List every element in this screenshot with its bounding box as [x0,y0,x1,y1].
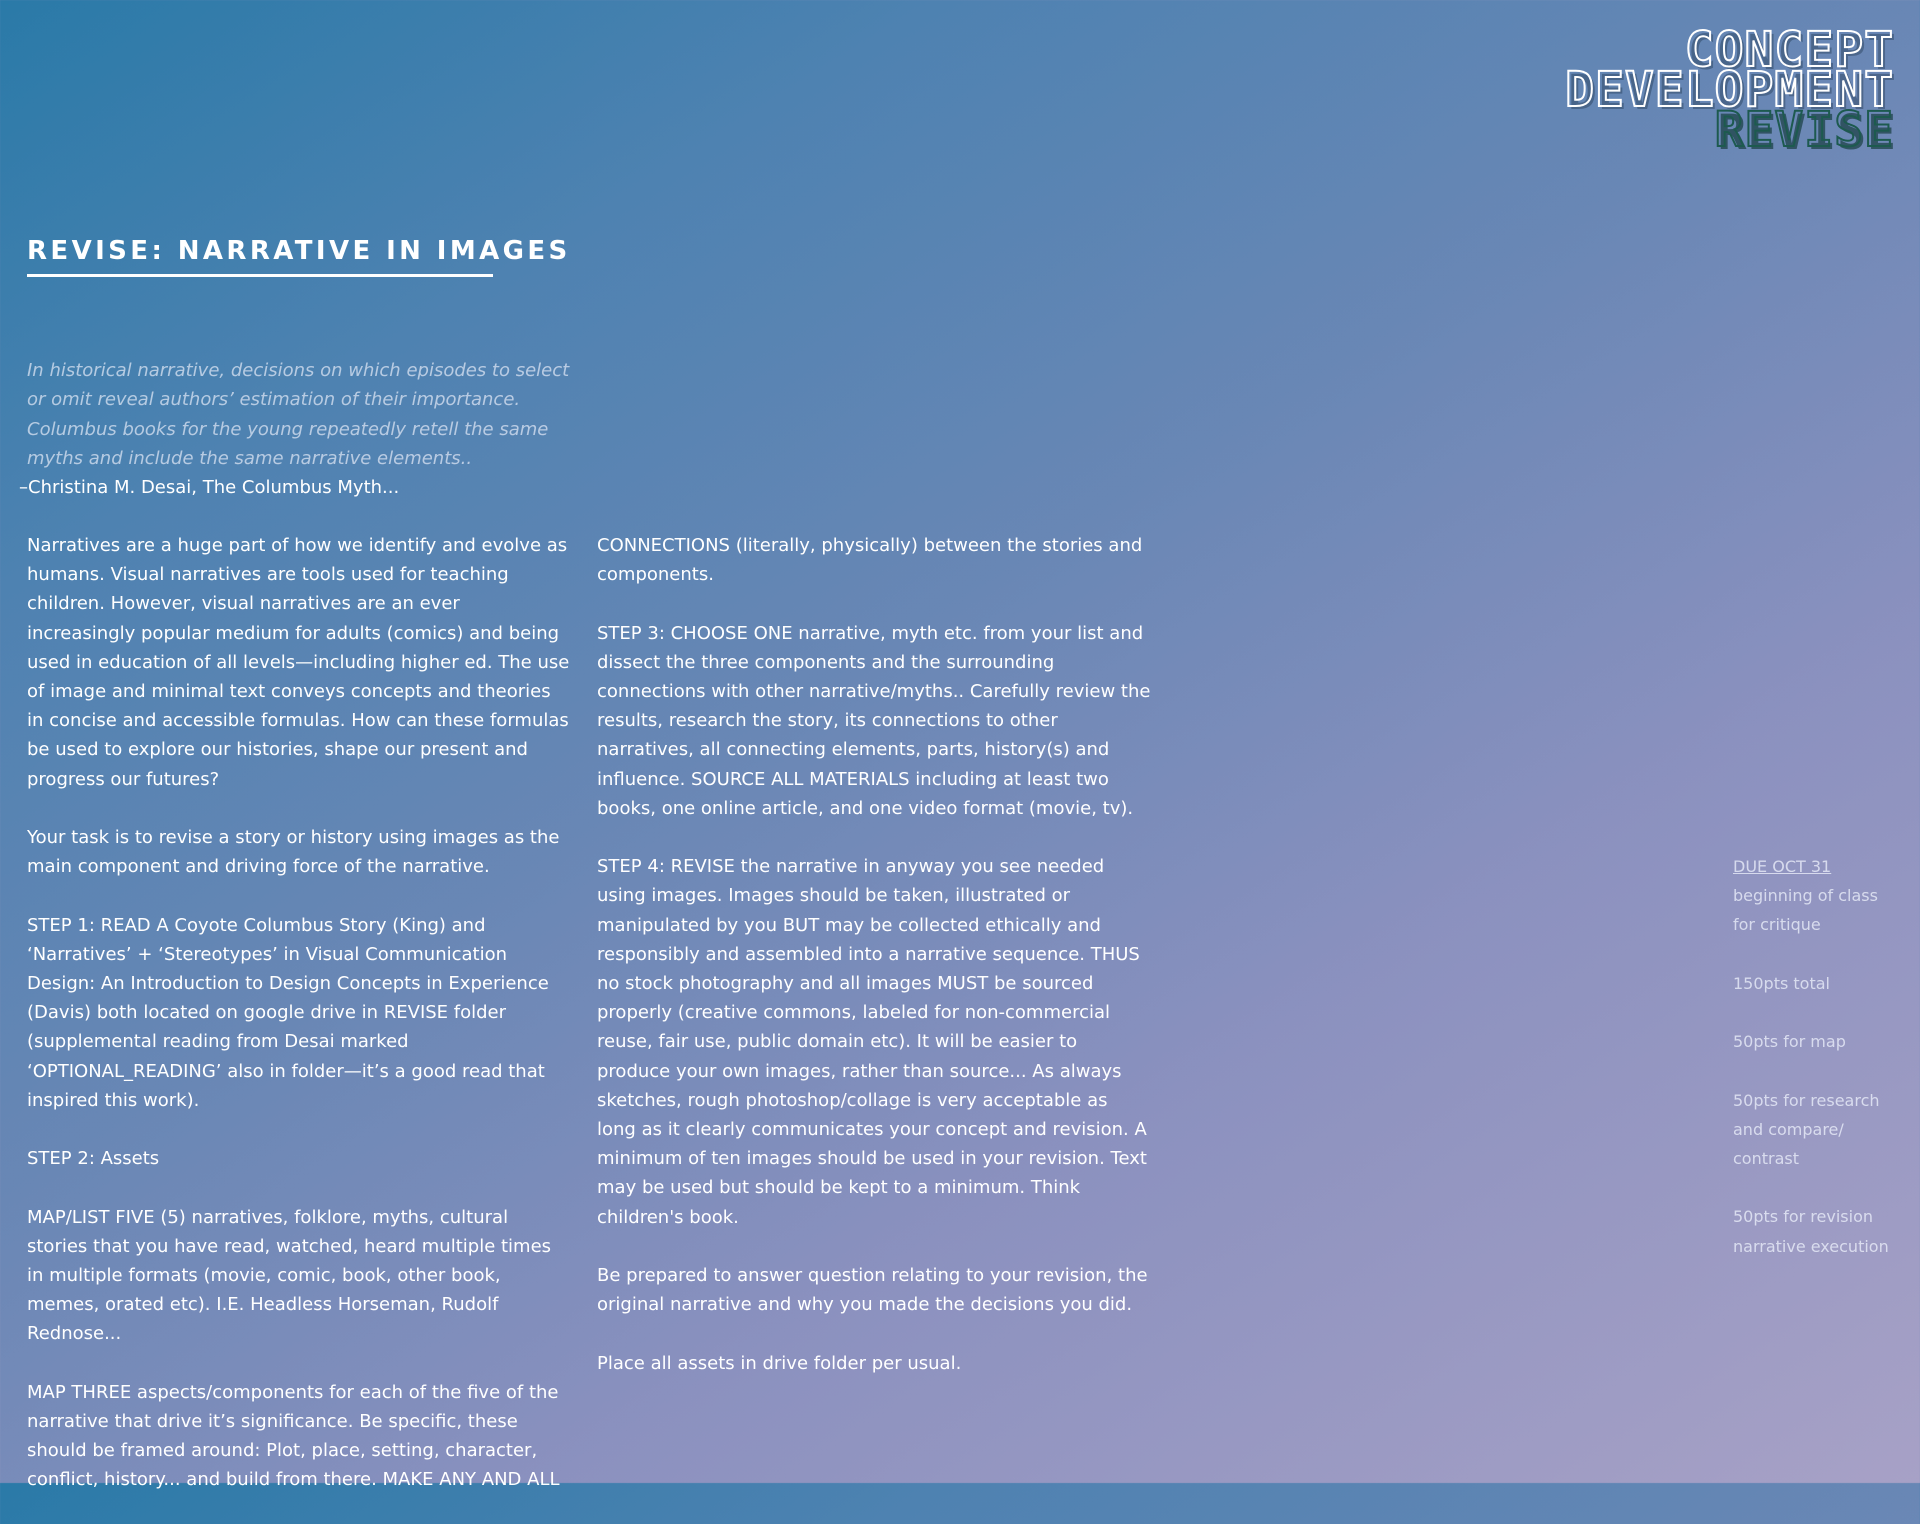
map-three-paragraph: MAP THREE aspects/components for each of the five of the narrative that drive it’s significance. Be specific, these should be framed around: Plot, place, setting, character, conflict, history... and build from there. MAKE ANY AND ALL [27,1381,560,1491]
place-assets-paragraph: Place all assets in drive folder per usual. [597,1352,962,1374]
middle-column [597,531,1152,1407]
map-list-paragraph: MAP/LIST FIVE (5) narratives, folklore, myths, cultural stories that you have read, watched, heard multiple times in multiple formats (movie, comic, book, other book, memes, orated etc). I.E. Headless Horseman, Rudolf Rednose... [27,1206,552,1345]
brand-line-concept: CONCEPT [1684,22,1894,78]
step3-paragraph: STEP 3: CHOOSE ONE narrative, myth etc. from your list and dissect the three components and the surrounding connections with other narrative/myths.. Carefully review the results, research the story, its connections to other narratives, all connecting elements, parts, history(s) and influence. SOURCE ALL MATERIALS including at least two books, one online article, and one video format (movie, tv). [597,622,1151,819]
points-total: 150pts total [1733,973,1830,993]
brand-title-block [1565,22,1894,158]
prepared-paragraph: Be prepared to answer question relating to your revision, the original narrative and why you made the decisions you did. [597,1265,1148,1316]
points-revision: 50pts for revision narrative execution [1733,1207,1889,1256]
quote-attribution: –Christina M. Desai, The Columbus Myth... [19,477,400,498]
intro-paragraph: Narratives are a huge part of how we identify and evolve as humans. Visual narratives are tools used for teaching children. However, visual narratives are an ever increasingly popular medium for adults (comics) and being used in education of all levels—including higher ed. The use of image and minimal text conveys concepts and theories in concise and accessible formulas. How can these formulas be used to explore our histories, shape our present and progress our futures? [27,535,570,790]
points-map: 50pts for map [1733,1032,1846,1052]
epigraph-quote: In historical narrative, decisions on which episodes to select or omit reveal authors’ estimation of their importance. Columbus books for the young repeatedly retell the same myths and include the same narrative elements.. [27,360,570,469]
points-research: 50pts for research and compare/ contrast [1733,1090,1880,1168]
connections-paragraph: CONNECTIONS (literally, physically) between the stories and components. [597,535,1143,586]
grading-sidebar [1733,852,1903,1290]
page-title: REVISE: NARRATIVE IN IMAGES [27,236,571,266]
brand-line-development: DEVELOPMENT [1565,62,1894,118]
left-column [27,531,572,1524]
brand-line-revise: REVISE [1714,102,1894,158]
title-underline [27,274,493,277]
due-date: DUE OCT 31 [1733,857,1832,876]
step4-paragraph: STEP 4: REVISE the narrative in anyway you see needed using images. Images should be taken, illustrated or manipulated by you BUT may be collected ethically and responsibly and assembled into a narrative sequence. THUS no stock photography and all images MUST be sourced properly (creative commons, labeled for non-commercial reuse, fair use, public domain etc). It will be easier to produce your own images, rather than source... As always sketches, rough photoshop/collage is very acceptable as long as it clearly communicates your concept and revision. A minimum of ten images should be used in your revision. Text may be used but should be kept to a minimum. Think children's book. [597,856,1147,1228]
step1-paragraph: STEP 1: READ A Coyote Columbus Story (King) and ‘Narratives’ + ‘Stereotypes’ in Visual Communication Design: An Introduction to Design Concepts in Experience (Davis) both located on google drive in REVISE folder (supplemental reading from Desai marked ‘OPTIONAL_READING’ also in folder—it’s a good read that inspired this work). [27,914,549,1111]
task-paragraph: Your task is to revise a story or history using images as the main component and driving force of the narrative. [27,827,560,878]
step2-heading: STEP 2: Assets [27,1148,160,1170]
due-note: beginning of class for critique [1733,886,1878,935]
